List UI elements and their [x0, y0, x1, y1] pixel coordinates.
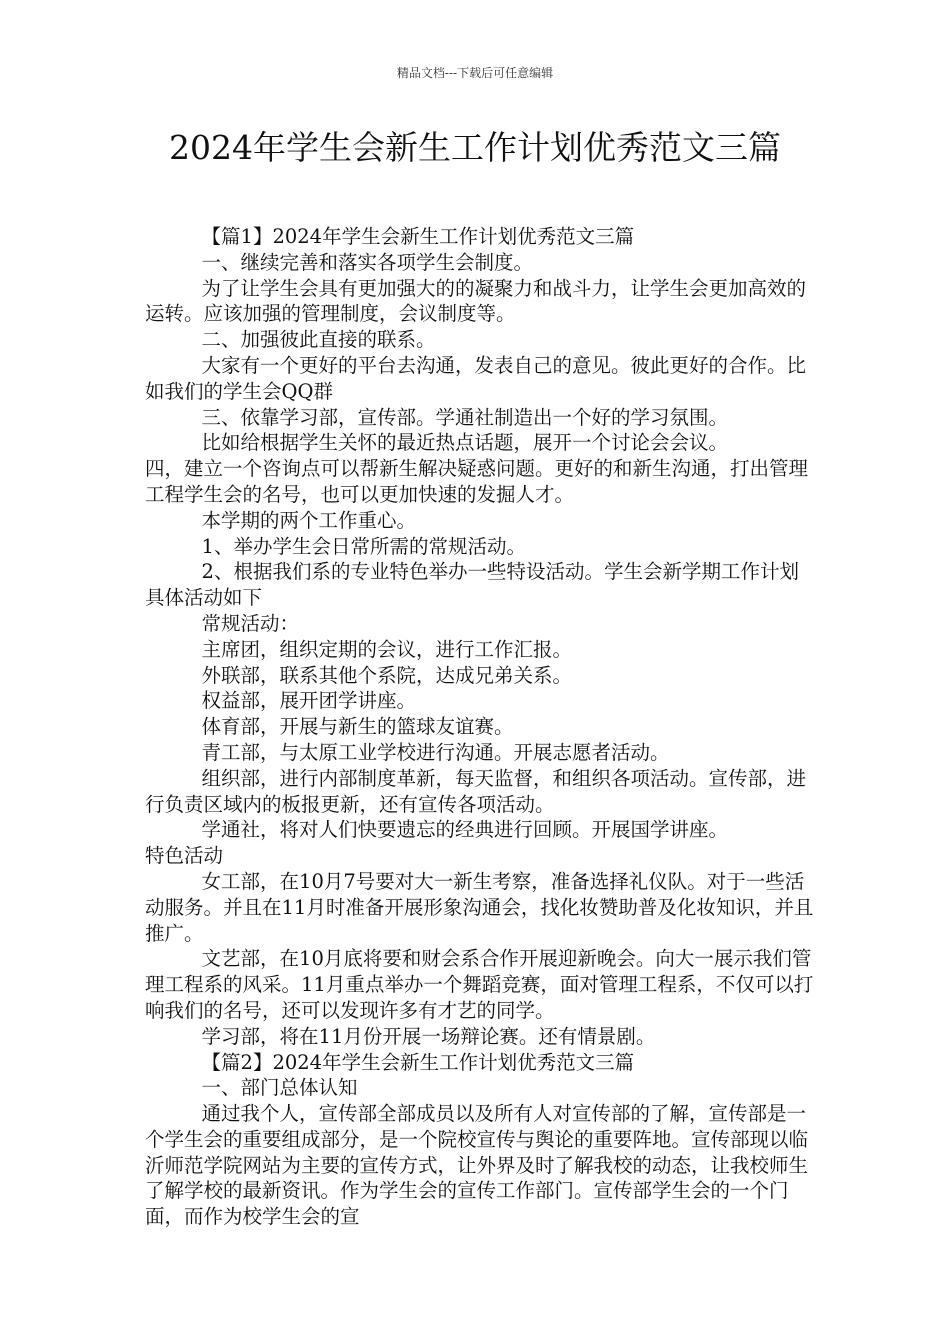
paragraph: 四，建立一个咨询点可以帮新生解决疑惑问题。更好的和新生沟通，打出管理工程学生会的名号，也可以更加快速的发掘人才。 [145, 457, 809, 506]
section-heading-part1: 【篇1】2024年学生会新生工作计划优秀范文三篇 [201, 225, 635, 248]
paragraph: 组织部，进行内部制度革新，每天监督，和组织各项活动。宣传部，进行负责区域内的板报更新，还有宣传各项活动。 [145, 766, 807, 816]
paragraph: 女工部，在10月7号要对大一新生考察，准备选择礼仪队。对于一些活动服务。并且在11月时准备开展形象沟通会，找化妆赞助普及化妆知识，并且推广。 [145, 869, 814, 945]
paragraph: 2、根据我们系的专业特色举办一些特设活动。学生会新学期工作计划具体活动如下 [145, 560, 799, 610]
paragraph: 外联部，联系其他个系院，达成兄弟关系。 [201, 663, 573, 687]
paragraph: 为了让学生会具有更加强大的的凝聚力和战斗力，让学生会更加高效的运转。应该加强的管理制度，会议制度等。 [145, 276, 807, 326]
section-heading-part2: 【篇2】2024年学生会新生工作计划优秀范文三篇 [201, 1050, 635, 1074]
paragraph: 文艺部，在10月底将要和财会系合作开展迎新晚会。向大一展示我们管理工程系的风采。11月重点举办一个舞蹈竞赛，面对管理工程系，不仅可以打响我们的名号，还可以发现许多有才艺的同学。 [145, 947, 814, 1022]
paragraph: 特色活动 [145, 844, 224, 868]
paragraph: 一、继续完善和落实各项学生会制度。 [201, 250, 534, 274]
document-body [145, 224, 817, 1230]
document-title: 2024年学生会新生工作计划优秀范文三篇 [169, 128, 781, 167]
paragraph: 通过我个人，宣传部全部成员以及所有人对宣传部的了解，宣传部是一个学生会的重要组成部分，是一个院校宣传与舆论的重要阵地。宣传部现以临沂师范学院网站为主要的宣传方式，让外界及时了解我校的动态，让我校师生了解学校的最新资讯。作为学生会的宣传工作部门。宣传部学生会的一个门面，而作为校学生会的宣 [145, 1102, 809, 1229]
paragraph: 学通社，将对人们快要遗忘的经典进行回顾。开展国学讲座。 [201, 818, 729, 842]
page-header-watermark: 精品文档---下载后可任意编辑 [396, 66, 554, 80]
paragraph: 青工部，与太原工业学校进行沟通。开展志愿者活动。 [201, 740, 670, 764]
paragraph: 主席团，组织定期的会议，进行工作汇报。 [201, 637, 573, 661]
paragraph: 本学期的两个工作重心。 [201, 508, 417, 532]
paragraph: 体育部，开展与新生的篮球友谊赛。 [201, 715, 514, 739]
paragraph: 二、加强彼此直接的联系。 [201, 328, 436, 352]
paragraph: 三、依靠学习部，宣传部。学通社制造出一个好的学习氛围。 [201, 405, 729, 429]
paragraph: 常规活动： [201, 611, 300, 635]
paragraph: 大家有一个更好的平台去沟通，发表自己的意见。彼此更好的合作。比如我们的学生会QQ群 [145, 353, 807, 403]
paragraph: 权益部，展开团学讲座。 [201, 689, 417, 713]
paragraph: 学习部，将在11月份开展一场辩论赛。还有情景剧。 [201, 1024, 656, 1048]
paragraph: 比如给根据学生关怀的最近热点话题，展开一个讨论会会议。 [201, 431, 729, 455]
paragraph: 1、举办学生会日常所需的常规活动。 [201, 534, 526, 558]
paragraph: 一、部门总体认知 [201, 1076, 358, 1100]
